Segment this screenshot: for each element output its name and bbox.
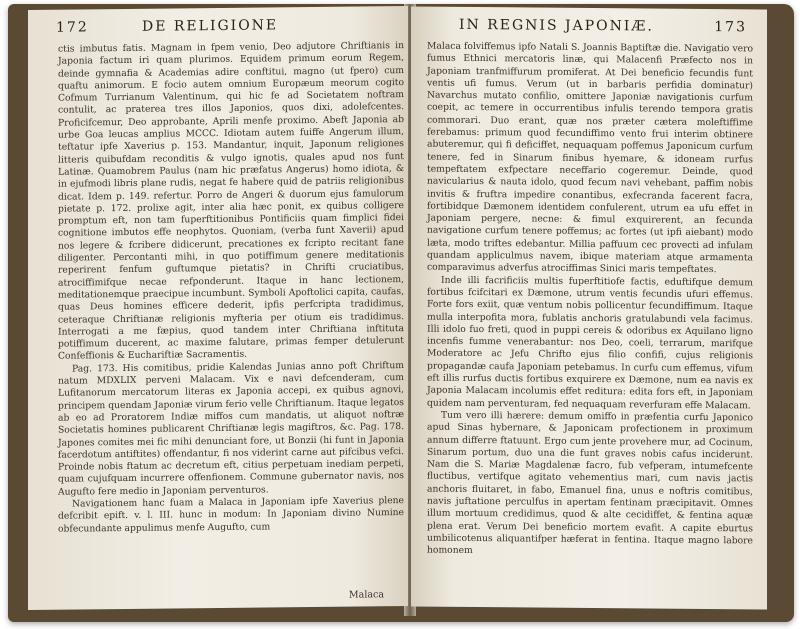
right-paragraph-3: Tum vero illi hærere: demum omiffo in præfentia curfu Japonico apud Sinas hybernare, & Japonicam profectionem in proximum annum differre ftatuunt. Ergo cum jente provehere mur, ad Cocinum, Sinarum portum, duo una die funt graves nobis cafus inciderunt. Nam die S. Mariæ Magdalenæ facro, fub vefperam, intumefcente fluctibus, vertifque agitato vehementius mari, cum navis jactis anchoris fluitaret, in fabo, Emanuel fina, unus e noftris comitibus, navis juftatione perculfus in apertam fentinam præcipitavit. Omnes illum mortuum credidimus, quod & alte cecidiffet, & fentina aquæ plena erat. Verum Dei beneficio mortem evafit. A capite eburtus umbilicotenus aliquantifper hæferat in fentina. Itaque magno labore homonem [427, 409, 753, 557]
right-running-head: IN REGNIS JAPONIÆ. [459, 16, 654, 35]
left-page-body [58, 40, 404, 535]
left-running-head: DE RELIGIONE [142, 17, 279, 35]
right-page-body [427, 41, 753, 560]
left-paragraph-3: Navigationem hanc fuam a Malaca in Japoniam ipfe Xaverius plene defcribit epift. v. l. III. hunc in modum: In Japoniam divino Numine obfecundante appulimus menfe Augufto, cum [58, 495, 404, 535]
right-paragraph-2: Inde illi facrificiis multis fuperftitiofe factis, eduftifque demum fortibus fcifcitari ex Dæmone, utrum ventis fecundis ufuri effemus. Forte fors exiit, quæ ventum nobis pollicentur fecundiffimum. Itaque mulla interpofita mora, fublatis anchoris gratulabundi vela facimus. Illi idolo fuo freti, quod in puppi cereis & odoribus ex Aquilano ligno incenfis fumme venerabantur: nos Deo, coeli, terrarum, marifque Moderatore ac Jefu Chrifto ejus filio confifi, cujus religionis propagandæ caufa Japoniam petebamus. In curfu cum effemus, vifum eft illis rurfus ductis fortibus exquirere ex Dæmone, num ea navis ex Japonia Malacam incolumis effet reditura: edita fors eft, in Japoniam quidem nam perventuram, fed nequaquam reverfuram effe Malacam. [427, 274, 753, 412]
right-paragraph-1: Malaca folviffemus ipfo Natali S. Joannis Baptiftæ die. Navigatio vero fumus Ethnici mercatoris linæ, qui Malacenfi Præfecto nos in Japoniam tranfmiffurum promiferat. At Dei beneficio fecundis funt ventis ufi fumus. Verum (ut in barbaris perfidia dominatur) Navarchus mutato confilio, omittere Japoniæ navigationis curfum coepit, ac temere in occurrentibus infulis terendo tempora gratis commorari. Duo erant, quæ nos præter cætera moleftiffime ferebamus: primum quod fecundiffimo vento frui interim obtinere abuteremur, qui fi deficiffet, nequaquam poffemus Japonicum curfum tenere, fed in Sinarum finibus hyemare, & idoneam rurfus tempeftatem exfpectare neceffario cogeremur. Deinde, quod navicularius & nauta idolo, quod fecum navi vehebant, paffim nobis invitis & fruftra impedire conantibus, exfecranda facerent facra, fortibidque Dæmonem identidem confulerent, utrum ea ufu effet in Japoniam pergere, necne: & fimul exquirerent, an fecunda navigatione curfum tenere poffemus; ac fortes (ut ipfi aiebant) modo læta, modo triftes edebantur. Millia paffuum cec provecti ad infulam quandam appliculmus navem, ibique materiam atque armamenta comparavimus adverfus atrociffimas Sinici maris tempeftates. [427, 40, 753, 276]
left-page-header [56, 16, 392, 36]
left-catchword: Malaca [348, 589, 384, 601]
right-page-header [439, 16, 751, 36]
left-page [28, 6, 408, 610]
right-page [411, 6, 767, 609]
left-paragraph-1: ctis imbutus fatis. Magnam in fpem venio, Deo adjutore Chriftianis in Japonia factum iri quam plurimos. Equidem primum eorum Regem, deinde gymnafia & Academias adire conftitui, magno (ut fpero) cum quaftu animorum. E focio autem omnium Europæum meorum cogito Cofmum Turrianum Valentinum, qui hic fe ad Societatem noftram contulit, ac praterea tres illos Japonios, quos dixi, adolefcentes. Proficifcemur, Deo approbante, Aprili menfe proximo. Abeft Japonia ab urbe Goa leucas amplius MCCC. Idiotam autem fuiffe Angerum illum, teftatur ipfe Xaverius p. 153. Mandantur, inquit, Japonum religiones litteris quibufdam reconditis & vulgo ignotis, quales apud nos funt Latinæ. Quamobrem Paulus (nam hic præfatus Angerus) homo idiota, & in ejufmodi libris plane rudis, negat fe habere quid de patriis religionibus dicat. Idem p. 149. refertur. Porro de Angeri & duorum ejus famulorum pietate p. 172. prolixe agit, inter alia hæc ponit, ex quibus colligere promptum eft, non tam fuperftitionibus Pontificiis quam fimplici fidei cognitione imbutos effe neophytos. Quoniam, (verba funt Xaverii) apud nos legere & fcribere didicerunt, precationes ex fcripto recitant fane diligenter. Percontanti mihi, in quo potiffimum genere meditationis reperirent fenfum guftumque pietatis? in Chrifti cruciatibus, atrociffimifque necae refponderunt. Itaque in hanc lectionem, meditationemque praecipue incumbunt. Symboli Apoftolici capita, caufas, quas Deus homines efficere dederit, ipfis perfcripta tradidimus, ceteraque Chriftianæ religionis myfteria per otium eis tradidimus. Interrogati a me fæpius, quod tandem inter Chriftiana inftituta potiffimum ducerent, ac maxime falutare, primas femper detulerunt Confeffionis & Euchariftiæ Sacramentis. [58, 40, 404, 363]
left-paragraph-2: Pag. 173. His comitibus, pridie Kalendas Junias anno poft Chriftum natum MDXLIX perveni Malacam. Vix e navi defcenderam, cum Lufitanorum mercatorum literas ex Japonia accepi, ex quibus agnovi, principem quendam Japoniæ virum ferio velle Chriftianum. Itaque legatos ab eo ad Proratorem Indiæ miffos cum mandatis, ut aliquot noftræ Societatis homines publicarent Chriftianæ legis magiftros, &c. Pag. 178. Japones comites mei fic mihi denunciant fore, ut Bonzii (hi funt in Japonia facerdotum antiftites) offendantur, fi nos viderint carne aut pifcibus vefci. Proinde nobis ftatum ac decretum eft, citius perpetuam inediam perpeti, quam cujufquam incurrere offenfionem. Commune gubernator navis, nos Augufto fere medio in Japoniam perventuros. [58, 359, 404, 498]
left-page-number: 172 [56, 19, 89, 36]
right-page-number: 173 [714, 19, 747, 36]
open-book [8, 4, 794, 622]
